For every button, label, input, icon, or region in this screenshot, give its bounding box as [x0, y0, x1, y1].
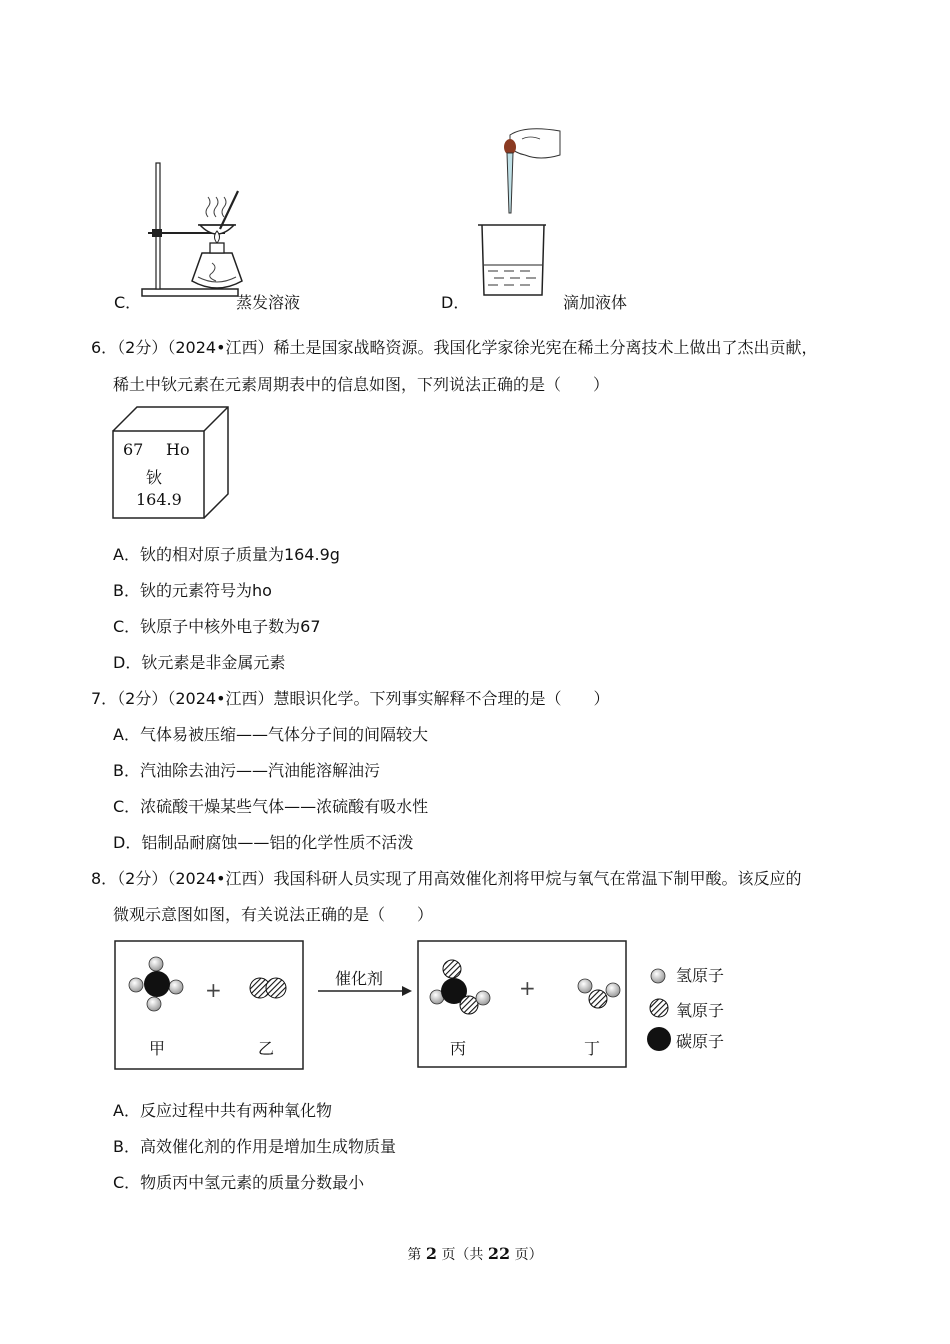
label-yi: 乙	[258, 1039, 275, 1058]
plus-sign-reactants: +	[205, 978, 222, 1002]
legend-carbon: 碳原子	[676, 1032, 725, 1051]
q6-option-a: A．钬的相对原子质量为164.9g	[113, 545, 340, 564]
option-d-letter: D．	[441, 293, 470, 312]
footer-prefix: 第	[407, 1247, 422, 1263]
q6-option-c: C．钬原子中核外电子数为67	[113, 617, 321, 636]
plus-sign-products: +	[519, 976, 536, 1000]
q8-option-c: C．物质丙中氢元素的质量分数最小	[113, 1173, 365, 1192]
option-d-label: 滴加液体	[563, 293, 628, 312]
q8-option-b: B．高效催化剂的作用是增加生成物质量	[113, 1137, 396, 1156]
label-jia: 甲	[149, 1039, 166, 1058]
element-name: 钬	[146, 468, 163, 487]
q8-option-a: A．反应过程中共有两种氧化物	[113, 1101, 332, 1120]
q8-stem-line1: 8．（2分）（2024•江西）我国科研人员实现了用高效催化剂将甲烷与氧气在常温下制甲酸。该反应的	[91, 869, 802, 888]
option-c-label: 蒸发溶液	[236, 293, 301, 312]
catalyst-label: 催化剂	[335, 969, 384, 988]
footer-total-pages: 22	[487, 1244, 511, 1263]
q8-stem-line2: 微观示意图如图，有关说法正确的是（ ）	[113, 905, 434, 924]
footer-suffix: 页）	[514, 1247, 543, 1263]
q6-stem-line1: 6．（2分）（2024•江西）稀土是国家战略资源。我国化学家徐光宪在稀土分离技术上做出了杰出贡献，	[91, 338, 818, 357]
element-mass: 164.9	[136, 490, 182, 509]
q6-stem-line2: 稀土中钬元素在元素周期表中的信息如图，下列说法正确的是（ ）	[113, 375, 610, 394]
q6-option-b: B．钬的元素符号为ho	[113, 581, 272, 600]
footer-mid: 页（共	[441, 1247, 484, 1263]
label-ding: 丁	[584, 1039, 601, 1058]
reaction-diagram	[110, 936, 750, 1076]
q7-option-c: C．浓硫酸干燥某些气体——浓硫酸有吸水性	[113, 797, 429, 816]
legend-hydrogen: 氢原子	[676, 966, 725, 985]
label-bing: 丙	[450, 1039, 467, 1058]
q7-stem: 7．（2分）（2024•江西）慧眼识化学。下列事实解释不合理的是（ ）	[91, 689, 610, 708]
option-c-letter: C．	[114, 293, 142, 312]
page-footer	[0, 1244, 950, 1264]
q7-option-d: D．铝制品耐腐蚀——铝的化学性质不活泼	[113, 833, 414, 852]
legend-oxygen: 氧原子	[676, 1001, 725, 1020]
evaporation-apparatus-image	[130, 155, 250, 305]
q7-option-a: A．气体易被压缩——气体分子间的间隔较大	[113, 725, 428, 744]
element-atomic-number: 67	[123, 440, 144, 459]
q7-option-b: B．汽油除去油污——汽油能溶解油污	[113, 761, 380, 780]
element-symbol: Ho	[166, 440, 190, 459]
q6-option-d: D．钬元素是非金属元素	[113, 653, 286, 672]
dropper-beaker-image	[470, 125, 560, 300]
footer-page-number: 2	[425, 1244, 437, 1263]
